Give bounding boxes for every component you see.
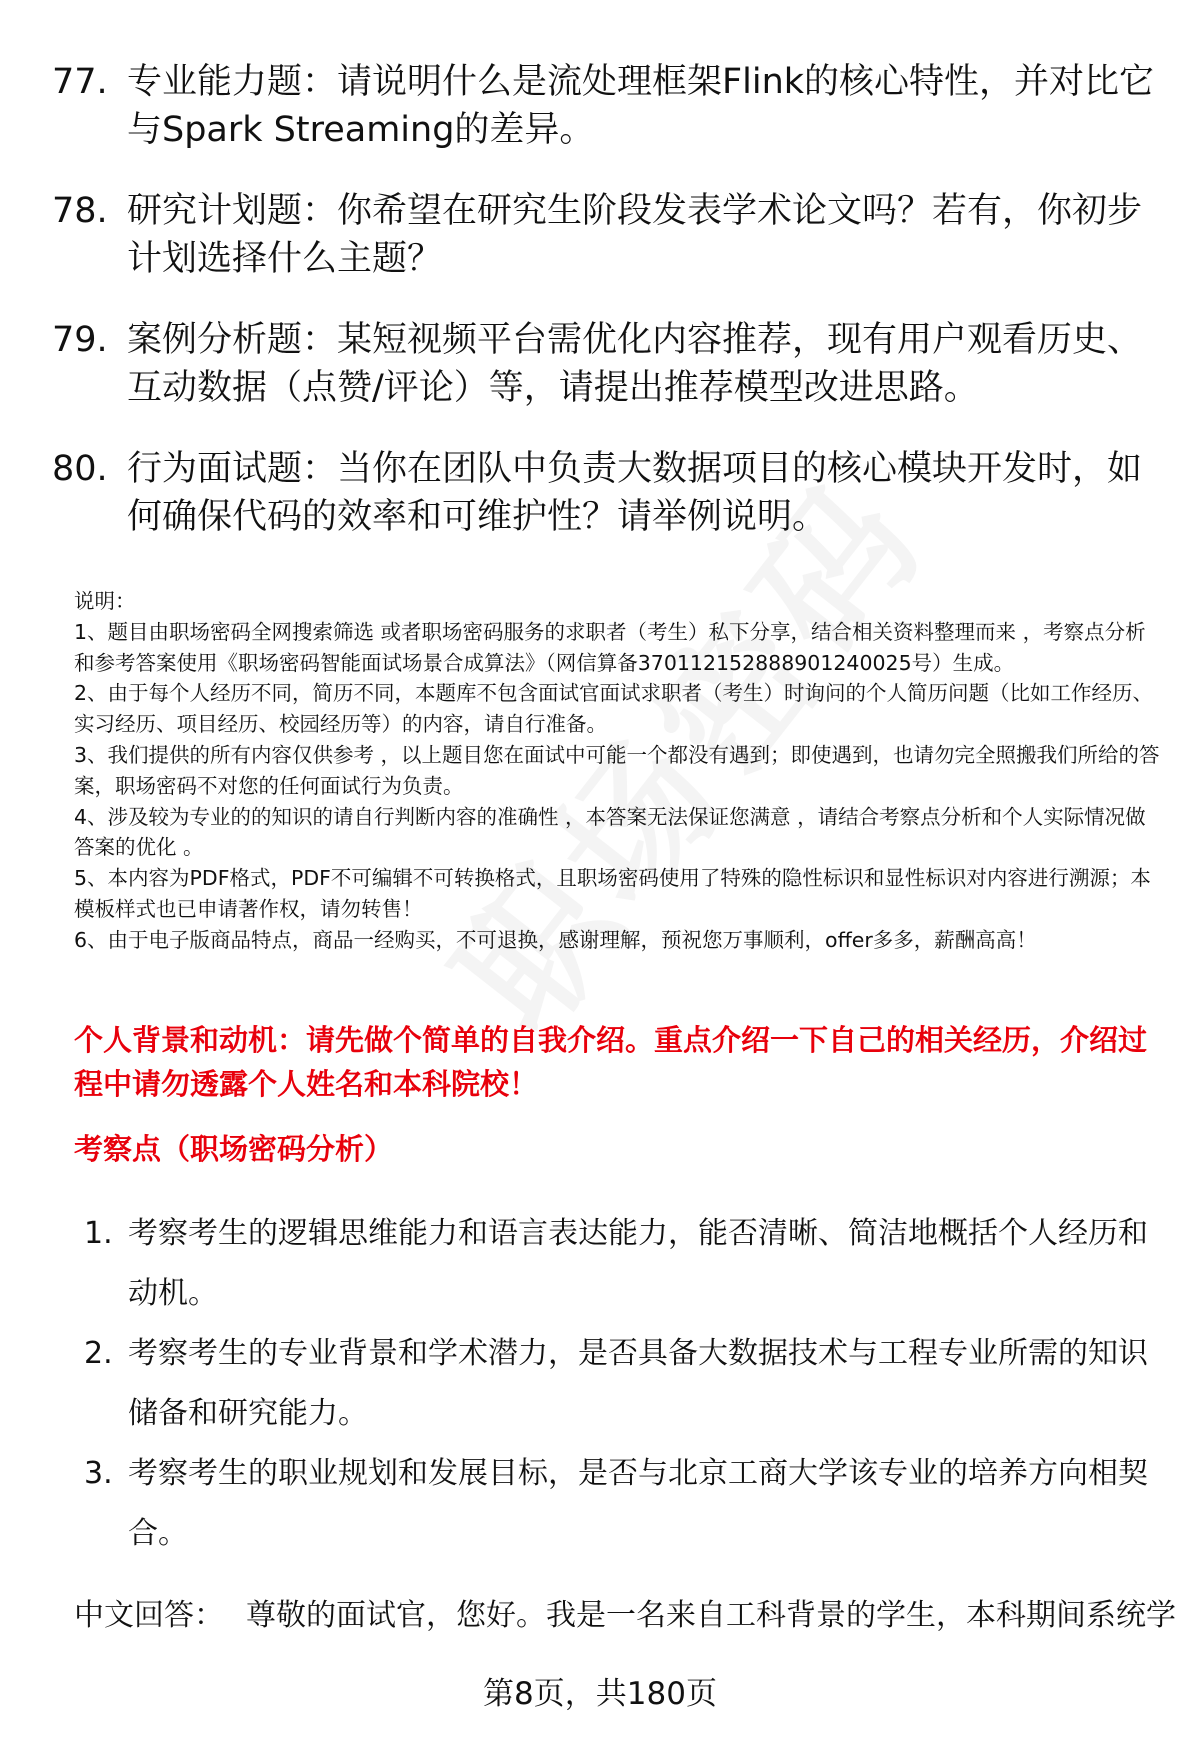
point-text: 考察考生的逻辑思维能力和语言表达能力，能否清晰、简洁地概括个人经历和动机。	[128, 1216, 1148, 1311]
point-text: 考察考生的专业背景和学术潜力，是否具备大数据技术与工程专业所需的知识储备和研究能力。	[128, 1336, 1148, 1431]
answer-line	[74, 1594, 1176, 1638]
question-number: 79.	[52, 320, 108, 360]
assessment-point	[84, 1444, 1164, 1564]
question-text: 案例分析题：某短视频平台需优化内容推荐，现有用户观看历史、互动数据（点赞/评论）等，请提出推荐模型改进思路。	[127, 320, 1143, 408]
assessment-point-list	[84, 1204, 1164, 1564]
question-number: 80.	[52, 449, 108, 489]
point-number: 3.	[84, 1456, 113, 1491]
note-item: 1、题目由职场密码全网搜索筛选 或者职场密码服务的求职者（考生）私下分享，结合相关资料整理而来 ，考察点分析和参考答案使用《职场密码智能面试场景合成算法》（网信算备370112152888901240025号）生成。	[74, 619, 1146, 675]
question-number: 78.	[52, 191, 108, 231]
question-text: 专业能力题：请说明什么是流处理框架Flink的核心特性，并对比它与Spark Streaming的差异。	[127, 62, 1155, 150]
section-subheading: 考察点（职场密码分析）	[74, 1132, 394, 1166]
point-number: 2.	[84, 1336, 113, 1371]
question-item	[52, 445, 1162, 541]
page-footer: 第8页，共180页	[483, 1676, 717, 1712]
note-item: 4、涉及较为专业的的知识的请自行判断内容的准确性 ，本答案无法保证您满意 ，请结合考察点分析和个人实际情况做答案的优化 。	[74, 804, 1146, 860]
assessment-point	[84, 1204, 1164, 1324]
notes-title: 说明：	[74, 589, 136, 613]
question-text: 行为面试题：当你在团队中负责大数据项目的核心模块开发时，如何确保代码的效率和可维护性？请举例说明。	[127, 449, 1143, 537]
note-item: 3、我们提供的所有内容仅供参考 ，以上题目您在面试中可能一个都没有遇到；即使遇到，也请勿完全照搬我们所给的答案，职场密码不对您的任何面试行为负责。	[74, 742, 1160, 798]
question-item	[52, 316, 1162, 412]
question-item	[52, 187, 1162, 283]
question-text: 研究计划题：你希望在研究生阶段发表学术论文吗？若有，你初步计划选择什么主题？	[127, 191, 1143, 279]
question-number: 77.	[52, 62, 108, 102]
question-item	[52, 58, 1162, 154]
question-list	[52, 58, 1162, 574]
note-item: 6、由于电子版商品特点，商品一经购买，不可退换，感谢理解，预祝您万事顺利，offer多多，薪酬高高！	[74, 927, 1037, 952]
answer-label: 中文回答：	[74, 1598, 224, 1633]
point-number: 1.	[84, 1216, 113, 1251]
assessment-point	[84, 1324, 1164, 1444]
section-heading: 个人背景和动机：请先做个简单的自我介绍。重点介绍一下自己的相关经历，介绍过程中请勿透露个人姓名和本科院校！	[74, 1023, 1148, 1101]
note-item: 5、本内容为PDF格式，PDF不可编辑不可转换格式，且职场密码使用了特殊的隐性标识和显性标识对内容进行溯源；本模板样式也已申请著作权，请勿转售！	[74, 866, 1151, 921]
answer-text: 尊敬的面试官，您好。我是一名来自工科背景的学生，本科期间系统学	[246, 1598, 1176, 1633]
note-item: 2、由于每个人经历不同，简历不同，本题库不包含面试官面试求职者（考生）时询问的个人简历问题（比如工作经历、实习经历、项目经历、校园经历等）的内容，请自行准备。	[74, 681, 1154, 737]
notes-block	[74, 586, 1164, 956]
point-text: 考察考生的职业规划和发展目标，是否与北京工商大学该专业的培养方向相契合。	[128, 1456, 1148, 1551]
